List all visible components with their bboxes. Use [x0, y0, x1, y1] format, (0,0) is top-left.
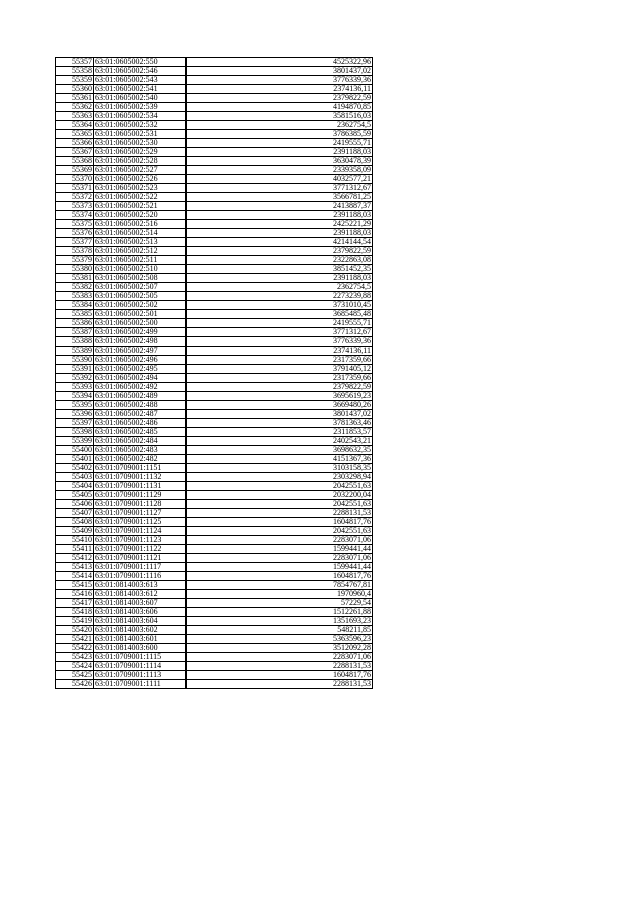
cadastral-number-cell: 63:01:0709001:1111: [94, 680, 186, 689]
cadastral-value-cell: 1599441,44: [186, 562, 373, 571]
row-number-cell: 55411: [56, 544, 94, 553]
cadastral-value-cell: 2283071,06: [186, 653, 373, 662]
table-row: [56, 598, 373, 607]
row-number-cell: 55426: [56, 680, 94, 689]
cadastral-value-cell: 4032577,21: [186, 175, 373, 184]
row-number-cell: 55400: [56, 445, 94, 454]
row-number-cell: 55396: [56, 409, 94, 418]
cadastral-value-cell: 3801437,02: [186, 409, 373, 418]
row-number-cell: 55410: [56, 535, 94, 544]
table-row: [56, 635, 373, 644]
cadastral-value-cell: 4194870,85: [186, 103, 373, 112]
cadastral-number-cell: 63:01:0605002:539: [94, 103, 186, 112]
cadastral-value-cell: 2391188,03: [186, 229, 373, 238]
cadastral-value-cell: 2322863,08: [186, 256, 373, 265]
cadastral-value-cell: 2362754,5: [186, 283, 373, 292]
table-row: [56, 644, 373, 653]
table-row: [56, 265, 373, 274]
table-row: [56, 562, 373, 571]
cadastral-number-cell: 63:01:0814003:613: [94, 580, 186, 589]
cadastral-value-cell: 1970960,4: [186, 589, 373, 598]
row-number-cell: 55421: [56, 635, 94, 644]
cadastral-value-cell: 3630478,39: [186, 157, 373, 166]
row-number-cell: 55382: [56, 283, 94, 292]
cadastral-number-cell: 63:01:0814003:600: [94, 644, 186, 653]
cadastral-number-cell: 63:01:0605002:522: [94, 193, 186, 202]
table-row: [56, 373, 373, 382]
table-row: [56, 418, 373, 427]
cadastral-value-cell: 2032200,04: [186, 490, 373, 499]
cadastral-number-cell: 63:01:0605002:514: [94, 229, 186, 238]
row-number-cell: 55359: [56, 76, 94, 85]
table-row: [56, 256, 373, 265]
cadastral-value-cell: 2339358,09: [186, 166, 373, 175]
row-number-cell: 55394: [56, 391, 94, 400]
table-row: [56, 103, 373, 112]
cadastral-value-cell: 2362754,5: [186, 121, 373, 130]
table-row: [56, 166, 373, 175]
table-row: [56, 472, 373, 481]
cadastral-number-cell: 63:01:0709001:1122: [94, 544, 186, 553]
cadastral-value-cell: 2391188,03: [186, 274, 373, 283]
cadastral-number-cell: 63:01:0709001:1128: [94, 499, 186, 508]
cadastral-number-cell: 63:01:0709001:1124: [94, 526, 186, 535]
cadastral-value-cell: 2042551,63: [186, 481, 373, 490]
table-row: [56, 148, 373, 157]
cadastral-number-cell: 63:01:0605002:489: [94, 391, 186, 400]
cadastral-number-cell: 63:01:0605002:543: [94, 76, 186, 85]
cadastral-number-cell: 63:01:0605002:486: [94, 418, 186, 427]
cadastral-value-cell: 3685485,48: [186, 310, 373, 319]
cadastral-value-cell: 3771312,67: [186, 184, 373, 193]
cadastral-value-cell: 2283071,06: [186, 535, 373, 544]
table-body: [56, 58, 373, 689]
row-number-cell: 55420: [56, 625, 94, 634]
table-row: [56, 535, 373, 544]
cadastral-number-cell: 63:01:0605002:527: [94, 166, 186, 175]
cadastral-value-cell: 2288131,53: [186, 508, 373, 517]
cadastral-number-cell: 63:01:0605002:484: [94, 436, 186, 445]
table-row: [56, 112, 373, 121]
cadastral-number-cell: 63:01:0709001:1131: [94, 481, 186, 490]
row-number-cell: 55376: [56, 229, 94, 238]
cadastral-value-cell: 2413887,37: [186, 202, 373, 211]
cadastral-number-cell: 63:01:0605002:498: [94, 337, 186, 346]
cadastral-value-cell: 3791405,12: [186, 364, 373, 373]
row-number-cell: 55415: [56, 580, 94, 589]
table-row: [56, 662, 373, 671]
cadastral-number-cell: 63:01:0605002:492: [94, 382, 186, 391]
row-number-cell: 55357: [56, 58, 94, 67]
cadastral-value-cell: 3698632,35: [186, 445, 373, 454]
cadastral-number-cell: 63:01:0605002:540: [94, 94, 186, 103]
cadastral-number-cell: 63:01:0605002:497: [94, 346, 186, 355]
cadastral-number-cell: 63:01:0605002:512: [94, 247, 186, 256]
table-row: [56, 121, 373, 130]
row-number-cell: 55412: [56, 553, 94, 562]
table-row: [56, 130, 373, 139]
table-row: [56, 607, 373, 616]
cadastral-value-cell: 1604817,76: [186, 517, 373, 526]
cadastral-value-cell: 1604817,76: [186, 671, 373, 680]
table-row: [56, 625, 373, 634]
cadastral-value-table: [55, 57, 373, 689]
table-row: [56, 671, 373, 680]
cadastral-number-cell: 63:01:0605002:541: [94, 85, 186, 94]
cadastral-value-cell: 1604817,76: [186, 571, 373, 580]
cadastral-value-cell: 3851452,35: [186, 265, 373, 274]
table-row: [56, 211, 373, 220]
row-number-cell: 55366: [56, 139, 94, 148]
row-number-cell: 55365: [56, 130, 94, 139]
row-number-cell: 55389: [56, 346, 94, 355]
row-number-cell: 55386: [56, 319, 94, 328]
table-row: [56, 274, 373, 283]
cadastral-number-cell: 63:01:0709001:1127: [94, 508, 186, 517]
cadastral-value-cell: 3695619,23: [186, 391, 373, 400]
table-row: [56, 553, 373, 562]
row-number-cell: 55375: [56, 220, 94, 229]
row-number-cell: 55388: [56, 337, 94, 346]
cadastral-number-cell: 63:01:0814003:604: [94, 616, 186, 625]
row-number-cell: 55424: [56, 662, 94, 671]
cadastral-number-cell: 63:01:0605002:483: [94, 445, 186, 454]
cadastral-number-cell: 63:01:0605002:513: [94, 238, 186, 247]
cadastral-value-cell: 2374136,11: [186, 346, 373, 355]
cadastral-value-cell: 2311853,57: [186, 427, 373, 436]
table-row: [56, 76, 373, 85]
row-number-cell: 55363: [56, 112, 94, 121]
cadastral-number-cell: 63:01:0605002:516: [94, 220, 186, 229]
table-row: [56, 463, 373, 472]
cadastral-value-cell: 3776339,36: [186, 76, 373, 85]
table-row: [56, 490, 373, 499]
cadastral-value-cell: 2425221,29: [186, 220, 373, 229]
row-number-cell: 55379: [56, 256, 94, 265]
cadastral-number-cell: 63:01:0605002:507: [94, 283, 186, 292]
cadastral-value-cell: 2317359,66: [186, 355, 373, 364]
table-row: [56, 517, 373, 526]
cadastral-number-cell: 63:01:0709001:1123: [94, 535, 186, 544]
row-number-cell: 55369: [56, 166, 94, 175]
cadastral-value-cell: 2303298,94: [186, 472, 373, 481]
table-row: [56, 157, 373, 166]
cadastral-value-cell: 2283071,06: [186, 553, 373, 562]
cadastral-number-cell: 63:01:0814003:612: [94, 589, 186, 598]
table-row: [56, 202, 373, 211]
row-number-cell: 55381: [56, 274, 94, 283]
cadastral-value-cell: 3512092,28: [186, 644, 373, 653]
cadastral-value-cell: 3669480,26: [186, 400, 373, 409]
cadastral-number-cell: 63:01:0605002:550: [94, 58, 186, 67]
cadastral-value-cell: 3566781,25: [186, 193, 373, 202]
table-row: [56, 67, 373, 76]
row-number-cell: 55360: [56, 85, 94, 94]
row-number-cell: 55391: [56, 364, 94, 373]
table-row: [56, 526, 373, 535]
cadastral-number-cell: 63:01:0605002:499: [94, 328, 186, 337]
cadastral-value-cell: 1512261,88: [186, 607, 373, 616]
row-number-cell: 55409: [56, 526, 94, 535]
cadastral-value-cell: 3103158,35: [186, 463, 373, 472]
cadastral-number-cell: 63:01:0605002:508: [94, 274, 186, 283]
row-number-cell: 55402: [56, 463, 94, 472]
row-number-cell: 55405: [56, 490, 94, 499]
cadastral-value-cell: 4214144,54: [186, 238, 373, 247]
row-number-cell: 55371: [56, 184, 94, 193]
row-number-cell: 55423: [56, 653, 94, 662]
cadastral-number-cell: 63:01:0605002:523: [94, 184, 186, 193]
cadastral-number-cell: 63:01:0605002:495: [94, 364, 186, 373]
row-number-cell: 55370: [56, 175, 94, 184]
cadastral-value-cell: 4525322,96: [186, 58, 373, 67]
cadastral-value-cell: 2288131,53: [186, 662, 373, 671]
cadastral-number-cell: 63:01:0605002:510: [94, 265, 186, 274]
table-row: [56, 589, 373, 598]
cadastral-number-cell: 63:01:0605002:520: [94, 211, 186, 220]
cadastral-number-cell: 63:01:0605002:487: [94, 409, 186, 418]
cadastral-value-cell: 3776339,36: [186, 337, 373, 346]
cadastral-value-cell: 3786385,59: [186, 130, 373, 139]
row-number-cell: 55422: [56, 644, 94, 653]
cadastral-number-cell: 63:01:0605002:505: [94, 292, 186, 301]
table-row: [56, 355, 373, 364]
cadastral-number-cell: 63:01:0605002:532: [94, 121, 186, 130]
cadastral-value-cell: 5363596,23: [186, 635, 373, 644]
cadastral-value-cell: 2288131,53: [186, 680, 373, 689]
table-row: [56, 139, 373, 148]
cadastral-number-cell: 63:01:0605002:482: [94, 454, 186, 463]
row-number-cell: 55406: [56, 499, 94, 508]
table-row: [56, 184, 373, 193]
table-row: [56, 508, 373, 517]
cadastral-number-cell: 63:01:0709001:1114: [94, 662, 186, 671]
table-row: [56, 409, 373, 418]
cadastral-number-cell: 63:01:0605002:546: [94, 67, 186, 76]
table-row: [56, 301, 373, 310]
table-row: [56, 292, 373, 301]
table-row: [56, 571, 373, 580]
row-number-cell: 55380: [56, 265, 94, 274]
row-number-cell: 55373: [56, 202, 94, 211]
cadastral-number-cell: 63:01:0605002:485: [94, 427, 186, 436]
row-number-cell: 55425: [56, 671, 94, 680]
table-row: [56, 85, 373, 94]
table-row: [56, 436, 373, 445]
cadastral-value-cell: 2379822,59: [186, 247, 373, 256]
table-row: [56, 310, 373, 319]
cadastral-value-cell: 3781363,46: [186, 418, 373, 427]
table-row: [56, 580, 373, 589]
cadastral-value-cell: 2391188,03: [186, 211, 373, 220]
row-number-cell: 55417: [56, 598, 94, 607]
row-number-cell: 55408: [56, 517, 94, 526]
table-row: [56, 229, 373, 238]
cadastral-number-cell: 63:01:0709001:1129: [94, 490, 186, 499]
table-row: [56, 247, 373, 256]
table-row: [56, 193, 373, 202]
cadastral-value-cell: 57229,54: [186, 598, 373, 607]
row-number-cell: 55392: [56, 373, 94, 382]
cadastral-number-cell: 63:01:0605002:529: [94, 148, 186, 157]
cadastral-value-cell: 2379822,59: [186, 382, 373, 391]
row-number-cell: 55397: [56, 418, 94, 427]
cadastral-value-cell: 548211,85: [186, 625, 373, 634]
row-number-cell: 55358: [56, 67, 94, 76]
cadastral-value-cell: 3581516,03: [186, 112, 373, 121]
cadastral-number-cell: 63:01:0814003:607: [94, 598, 186, 607]
cadastral-number-cell: 63:01:0605002:502: [94, 301, 186, 310]
cadastral-number-cell: 63:01:0709001:1115: [94, 653, 186, 662]
row-number-cell: 55390: [56, 355, 94, 364]
table-row: [56, 283, 373, 292]
cadastral-value-cell: 2402543,21: [186, 436, 373, 445]
table-row: [56, 454, 373, 463]
table-row: [56, 427, 373, 436]
cadastral-number-cell: 63:01:0605002:488: [94, 400, 186, 409]
cadastral-value-cell: 2379822,59: [186, 94, 373, 103]
row-number-cell: 55362: [56, 103, 94, 112]
cadastral-value-cell: 3731010,45: [186, 301, 373, 310]
row-number-cell: 55384: [56, 301, 94, 310]
cadastral-value-cell: 2042551,63: [186, 526, 373, 535]
cadastral-number-cell: 63:01:0605002:530: [94, 139, 186, 148]
cadastral-number-cell: 63:01:0709001:1121: [94, 553, 186, 562]
row-number-cell: 55413: [56, 562, 94, 571]
cadastral-number-cell: 63:01:0709001:1151: [94, 463, 186, 472]
cadastral-number-cell: 63:01:0605002:531: [94, 130, 186, 139]
row-number-cell: 55361: [56, 94, 94, 103]
table-row: [56, 653, 373, 662]
table-row: [56, 220, 373, 229]
cadastral-value-cell: 3771312,67: [186, 328, 373, 337]
cadastral-value-cell: 2419555,71: [186, 139, 373, 148]
cadastral-number-cell: 63:01:0605002:511: [94, 256, 186, 265]
row-number-cell: 55385: [56, 310, 94, 319]
row-number-cell: 55395: [56, 400, 94, 409]
table-row: [56, 400, 373, 409]
row-number-cell: 55418: [56, 607, 94, 616]
cadastral-number-cell: 63:01:0605002:534: [94, 112, 186, 121]
row-number-cell: 55399: [56, 436, 94, 445]
cadastral-number-cell: 63:01:0605002:528: [94, 157, 186, 166]
row-number-cell: 55368: [56, 157, 94, 166]
cadastral-number-cell: 63:01:0814003:602: [94, 625, 186, 634]
table-row: [56, 319, 373, 328]
row-number-cell: 55374: [56, 211, 94, 220]
cadastral-number-cell: 63:01:0605002:521: [94, 202, 186, 211]
row-number-cell: 55416: [56, 589, 94, 598]
row-number-cell: 55419: [56, 616, 94, 625]
cadastral-number-cell: 63:01:0709001:1125: [94, 517, 186, 526]
cadastral-number-cell: 63:01:0605002:501: [94, 310, 186, 319]
table-row: [56, 175, 373, 184]
cadastral-number-cell: 63:01:0605002:526: [94, 175, 186, 184]
table-row: [56, 445, 373, 454]
cadastral-value-cell: 2419555,71: [186, 319, 373, 328]
table-row: [56, 58, 373, 67]
table-row: [56, 499, 373, 508]
row-number-cell: 55383: [56, 292, 94, 301]
row-number-cell: 55404: [56, 481, 94, 490]
cadastral-value-cell: 1599441,44: [186, 544, 373, 553]
table-row: [56, 337, 373, 346]
row-number-cell: 55377: [56, 238, 94, 247]
row-number-cell: 55407: [56, 508, 94, 517]
table-row: [56, 382, 373, 391]
cadastral-value-cell: 2317359,66: [186, 373, 373, 382]
row-number-cell: 55387: [56, 328, 94, 337]
row-number-cell: 55414: [56, 571, 94, 580]
cadastral-number-cell: 63:01:0814003:606: [94, 607, 186, 616]
cadastral-value-cell: 2374136,11: [186, 85, 373, 94]
cadastral-number-cell: 63:01:0709001:1132: [94, 472, 186, 481]
row-number-cell: 55401: [56, 454, 94, 463]
table-row: [56, 616, 373, 625]
cadastral-value-cell: 3801437,02: [186, 67, 373, 76]
table-row: [56, 481, 373, 490]
cadastral-number-cell: 63:01:0605002:494: [94, 373, 186, 382]
cadastral-value-cell: 1351693,23: [186, 616, 373, 625]
cadastral-value-cell: 2273239,88: [186, 292, 373, 301]
cadastral-number-cell: 63:01:0605002:500: [94, 319, 186, 328]
cadastral-number-cell: 63:01:0709001:1116: [94, 571, 186, 580]
cadastral-value-cell: 7854767,81: [186, 580, 373, 589]
row-number-cell: 55403: [56, 472, 94, 481]
table-row: [56, 391, 373, 400]
table-row: [56, 346, 373, 355]
cadastral-number-cell: 63:01:0709001:1117: [94, 562, 186, 571]
cadastral-number-cell: 63:01:0605002:496: [94, 355, 186, 364]
row-number-cell: 55367: [56, 148, 94, 157]
row-number-cell: 55378: [56, 247, 94, 256]
table-row: [56, 328, 373, 337]
row-number-cell: 55364: [56, 121, 94, 130]
table-row: [56, 364, 373, 373]
row-number-cell: 55393: [56, 382, 94, 391]
cadastral-number-cell: 63:01:0814003:601: [94, 635, 186, 644]
table-row: [56, 94, 373, 103]
row-number-cell: 55398: [56, 427, 94, 436]
cadastral-value-cell: 2042551,63: [186, 499, 373, 508]
row-number-cell: 55372: [56, 193, 94, 202]
cadastral-number-cell: 63:01:0709001:1113: [94, 671, 186, 680]
table-row: [56, 238, 373, 247]
table-row: [56, 544, 373, 553]
cadastral-value-cell: 2391188,03: [186, 148, 373, 157]
cadastral-value-cell: 4151367,36: [186, 454, 373, 463]
table-row: [56, 680, 373, 689]
